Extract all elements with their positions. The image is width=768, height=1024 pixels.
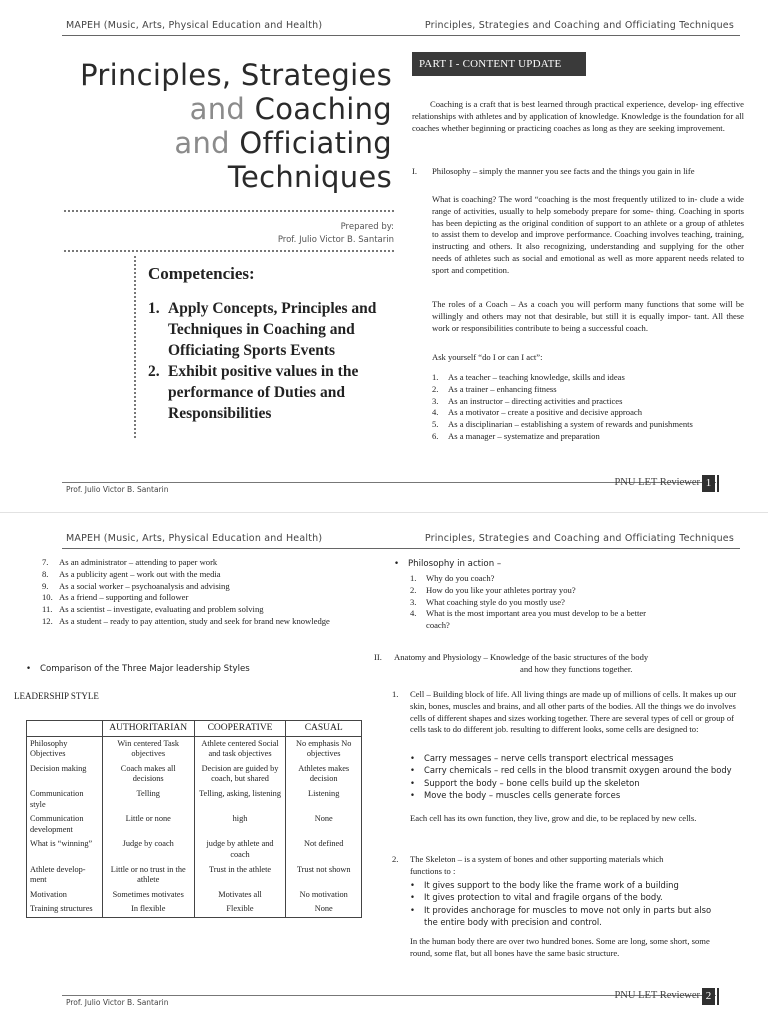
list-item: 3. As an instructor – directing activities and practices — [432, 395, 623, 406]
list-item: • It gives protection to vital and fragile organs of the body. — [410, 892, 663, 903]
table-header-cell: CASUAL — [286, 721, 362, 737]
table-header-cell — [27, 721, 103, 737]
dotted-divider-top — [64, 210, 394, 212]
list-item: 10. As a friend – supporting and follower — [42, 592, 189, 603]
what-is-coaching-paragraph: What is coaching? The word “coaching is the most frequently utilized to in- clude a wide range of activities, usually to help somebody prepare for some- thing. Coaching in sports has been depicting as the original condition of support to an athlete or a group of athletes to assist them to develop and improve performance. Coaching involves teaching, training, instructing and others. It also recognizing, understanding and supplying for the other needs of athletes such as social and emotional as well as more apparent needs related to sport and competition. — [432, 194, 744, 275]
table-row: Decision making Coach makes all decisions Decision are guided by coach, but shared Athletes makes decision — [27, 762, 362, 787]
roles-list — [432, 372, 744, 443]
list-item: • Support the body – bone cells build up the skeleton — [410, 777, 640, 788]
title-and-1: and — [189, 92, 246, 126]
header-left: MAPEH (Music, Arts, Physical Education and Health) — [66, 20, 323, 31]
list-item: • It provides anchorage for muscles to move not only in parts but also the entire body with precision and control. — [410, 904, 712, 928]
bullet-icon: • — [394, 559, 400, 569]
list-item: 5. As a disciplinarian – establishing a system of rewards and punishments — [432, 419, 693, 430]
list-item: 2. As a trainer – enhancing fitness — [432, 383, 557, 394]
list-item: • Move the body – muscles cells generate forces — [410, 790, 621, 801]
footer-title: PNU LET Reviewer — [614, 990, 700, 1001]
competency-item: 1. Apply Concepts, Principles and Techniques in Coaching and Officiating Sports Events — [148, 300, 377, 359]
list-item: 7. As an administrator – attending to paper work — [42, 557, 218, 567]
dotted-divider-bottom — [64, 250, 394, 252]
cell-closing: Each cell has its own function, they live, grow and die, to be replaced by new cells. — [410, 813, 697, 823]
table-row: Communication style Telling Telling, asking, listening Listening — [27, 787, 362, 812]
list-item: 2. How do you like your athletes portray you? — [410, 584, 576, 595]
list-item: 1. Why do you coach? — [410, 573, 495, 583]
prepared-by-label: Prepared by: — [340, 222, 394, 232]
title-line-1: Principles, Strategies — [80, 58, 392, 92]
table-header-cell: AUTHORITARIAN — [102, 721, 194, 737]
list-item: 1. As a teacher – teaching knowledge, skills and ideas — [432, 372, 625, 382]
header-left: MAPEH (Music, Arts, Physical Education and Health) — [66, 533, 323, 544]
table-header-row — [27, 721, 362, 737]
bullet-icon: • — [26, 664, 32, 674]
page-number: 2 — [702, 988, 715, 1005]
dotted-divider-vertical — [134, 256, 136, 438]
footer-title: PNU LET Reviewer — [614, 477, 700, 488]
skeleton-bullets — [410, 879, 720, 929]
roles-of-coach-paragraph: The roles of a Coach – As a coach you will perform many functions that some will be willingly and others may not that desirable, but still it is equally impor- tant. All these work or responsibilities contribute to being a successful coach. — [432, 299, 744, 333]
competency-item: 2. Exhibit positive values in the performance of Duties and Responsibilities — [148, 363, 359, 422]
list-item: 4. What is the most important area you must develop to be a better coach? — [410, 608, 647, 631]
competencies-title: Competencies: — [148, 264, 255, 283]
competencies-list — [148, 298, 388, 424]
table-caption: LEADERSHIP STYLE — [14, 691, 99, 701]
skeleton-closing: In the human body there are over two hundred bones. Some are long, some short, some round, some flat, but all bones have the same basic structure. — [410, 936, 710, 958]
table-row: Philosophy Objectives Win centered Task objectives Athlete centered Social and task objectives No emphasis No objectives — [27, 736, 362, 762]
header-right: Principles, Strategies and Coaching and Officiating Techniques — [424, 533, 734, 544]
page-2 — [0, 512, 768, 1024]
table-header-cell: COOPERATIVE — [194, 721, 286, 737]
section-ii-heading: II. Anatomy and Physiology – Knowledge of the basic structures of the body — [374, 652, 649, 662]
header-rule — [62, 548, 740, 549]
table-row: Motivation Sometimes motivates Motivates all No motivation — [27, 888, 362, 903]
roles-list-continued — [42, 557, 362, 628]
list-item: • It gives support to the body like the frame work of a building — [410, 880, 679, 890]
footer-author: Prof. Julio Victor B. Santarin — [66, 998, 169, 1007]
section-i-heading: I. Philosophy – simply the manner you see facts and the things you gain in life — [412, 166, 695, 176]
cell-bullets — [410, 752, 744, 802]
author-name: Prof. Julio Victor B. Santarin — [277, 235, 394, 245]
table-row: Athlete develop- ment Little or no trust in the athlete Trust in the athlete Trust not shown — [27, 863, 362, 888]
skeleton-paragraph: 2. The Skeleton – is a system of bones and other supporting materials which functions to : — [392, 854, 664, 876]
page-number: 1 — [702, 475, 715, 492]
list-item: 11. As a scientist – investigate, evaluating and problem solving — [42, 604, 264, 615]
part-banner: PART I - CONTENT UPDATE — [412, 52, 586, 76]
page-number-bar — [717, 988, 719, 1005]
philosophy-in-action-heading: • Philosophy in action – — [394, 559, 502, 569]
action-list — [410, 573, 670, 632]
list-item: 4. As a motivator – create a positive and decisive approach — [432, 407, 643, 418]
comparison-bullet: • Comparison of the Three Major leadership Styles — [26, 664, 250, 674]
page-number-bar — [717, 475, 719, 492]
title-line-2 — [80, 92, 392, 126]
leadership-style-table — [26, 720, 362, 918]
title-coaching: Coaching — [254, 92, 392, 126]
list-item: • Carry chemicals – red cells in the blood transmit oxygen around the body — [410, 765, 732, 776]
table-row: Communication development Little or none high None — [27, 812, 362, 837]
footer-author: Prof. Julio Victor B. Santarin — [66, 485, 169, 494]
document-title — [80, 58, 392, 194]
ask-yourself: Ask yourself “do I or can I act”: — [432, 352, 543, 362]
header-right: Principles, Strategies and Coaching and Officiating Techniques — [424, 20, 734, 31]
list-item: 3. What coaching style do you mostly use? — [410, 596, 565, 607]
list-item: 8. As a publicity agent – work out with the media — [42, 568, 221, 579]
cell-paragraph: 1. Cell – Building block of life. All living things are made up of millions of cells. It makes up our skin, bones, muscles and brains, and all other parts of the bodies. All the things we do involves cells of different shapes and sizes working together. There are several types of cell or group of cells task to do different job. resulting to different looks, some cells are designed to: — [392, 689, 737, 735]
table-row: Training structures In flexible Flexible None — [27, 902, 362, 917]
title-line-3 — [80, 126, 392, 160]
intro-paragraph: Coaching is a craft that is best learned through practical experience, develop- ing effective relationships with athletes and by application of knowledge. Knowledge is the foundation for all coaches whether beginning or practicing coaches as long as they are seeking improvement. — [412, 99, 744, 133]
title-line-4: Techniques — [227, 160, 392, 194]
list-item: • Carry messages – nerve cells transport electrical messages — [410, 753, 674, 763]
title-officiating: Officiating — [239, 126, 392, 160]
title-and-2: and — [174, 126, 230, 160]
header-rule — [62, 35, 740, 36]
table-row: What is “winning” Judge by coach judge by athlete and coach Not defined — [27, 837, 362, 862]
list-item: 6. As a manager – systematize and preparation — [432, 430, 600, 441]
list-item: 12. As a student – ready to pay attention, study and seek for brand new knowledge — [42, 615, 330, 626]
section-ii-heading-cont: and how they functions together. — [520, 664, 633, 674]
list-item: 9. As a social worker – psychoanalysis and advising — [42, 580, 230, 591]
